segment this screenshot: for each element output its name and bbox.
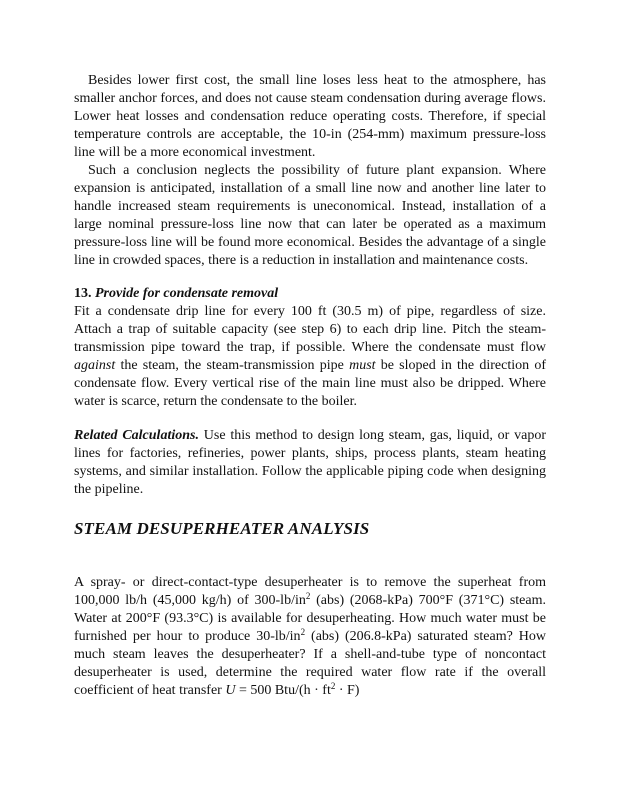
related-calculations-text: Use this method to design long steam, gas, liquid, or vapor lines for factories, refineries, power plants, ships, process plants, steam heating systems, and similar installation. Follow the applicable piping code when designing the pipeline. xyxy=(74,428,546,497)
related-calculations-paragraph xyxy=(74,427,546,499)
related-calculations-label: Related Calculations. xyxy=(74,428,199,443)
step-13-body xyxy=(74,303,546,411)
step-13-title: Provide for condensate removal xyxy=(95,286,279,301)
problem-text-5: · F) xyxy=(335,683,360,698)
variable-u: U xyxy=(225,683,236,698)
superscript-1: 2 xyxy=(305,591,311,601)
problem-text-2: (abs) (2068-kPa) 700°F (371°C) steam. Water at 200°F (93.3°C) is available for desuperheating. How much water must be furnished per hour to produce 30-lb/in xyxy=(74,593,546,644)
problem-text-3: (abs) (206.8-kPa) saturated steam? How much steam leaves the desuperheater? If a shell-and-tube type of noncontact desuperheater is used, determine the required water flow rate if the overall coefficient of heat transfer xyxy=(74,629,546,698)
step-13-text-c: be sloped in the direction of condensate flow. Every vertical rise of the main line must also be dripped. Where water is scarce, return the condensate to the boiler. xyxy=(74,358,546,409)
step-13-emphasis-against: against xyxy=(74,358,116,373)
superscript-2: 2 xyxy=(300,627,306,637)
step-13-emphasis-must: must xyxy=(349,358,376,373)
step-13-text-a: Fit a condensate drip line for every 100 ft (30.5 m) of pipe, regardless of size. Attach a trap of suitable capacity (see step 6) to each drip line. Pitch the steam-transmission pipe toward the trap, if possible. Where the condensate must flow xyxy=(74,304,546,355)
step-13-number: 13. xyxy=(74,286,92,301)
problem-text-1: A spray- or direct-contact-type desuperheater is to remove the superheat from 100,000 lb/h (45,000 kg/h) of 300-lb/in xyxy=(74,575,546,608)
paragraph-line-cost: Besides lower first cost, the small line loses less heat to the atmosphere, has smaller anchor forces, and does not cause steam condensation during average flows. Lower heat losses and condensation reduce operating costs. Therefore, if special temperature controls are acceptable, the 10-in (254-mm) maximum pressure-loss line will be a more economical investment. xyxy=(74,73,546,160)
step-13-text-b: the steam, the steam-transmission pipe xyxy=(115,358,350,373)
paragraph-plant-expansion: Such a conclusion neglects the possibility of future plant expansion. Where expansion is anticipated, installation of a small line now and another line later to handle increased steam requirements is uneconomical. Instead, installation of a large nominal pressure-loss line now that can later be operated as a maximum pressure-loss line will be found more economical. Besides the advantage of a single line in crowded spaces, there is a reduction in installation and maintenance costs. xyxy=(74,163,546,268)
problem-statement xyxy=(74,574,546,700)
superscript-3: 2 xyxy=(330,681,336,691)
problem-text-4: = 500 Btu/(h · ft xyxy=(235,683,331,698)
section-title-desuperheater: STEAM DESUPERHEATER ANALYSIS xyxy=(74,519,370,538)
step-13-heading xyxy=(74,285,546,303)
document-page xyxy=(74,72,546,700)
